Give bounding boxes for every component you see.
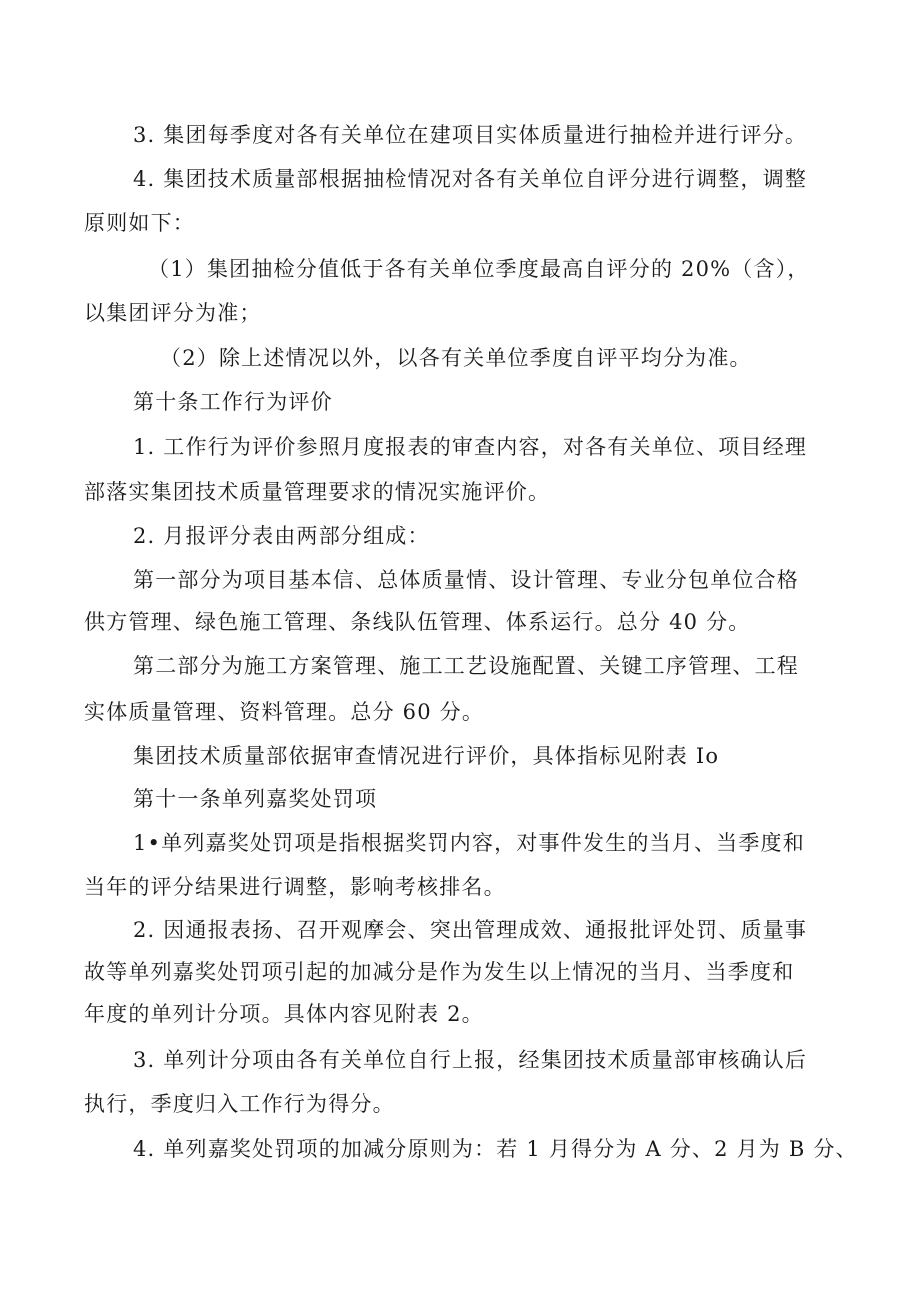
section-heading: 第十条工作行为评价 (133, 390, 333, 414)
paragraph-line: 第一部分为项目基本信、总体质量情、设计管理、专业分包单位合格 (133, 568, 799, 592)
paragraph-line: 供方管理、绿色施工管理、条线队伍管理、体系运行。总分 40 分。 (84, 610, 751, 634)
paragraph-line: 执行，季度归入工作行为得分。 (84, 1092, 395, 1116)
paragraph-line: 实体质量管理、资料管理。总分 60 分。 (84, 700, 485, 724)
paragraph-line: 故等单列嘉奖处罚项引起的加减分是作为发生以上情况的当月、当季度和 (84, 960, 795, 984)
paragraph-line: 当年的评分结果进行调整，影响考核排名。 (84, 875, 506, 899)
paragraph-line: （1）集团抽检分值低于各有关单位季度最高自评分的 20%（含）， (148, 257, 810, 281)
paragraph-line: 4. 单列嘉奖处罚项的加减分原则为：若 1 月得分为 A 分、2 月为 B 分、 (133, 1137, 858, 1161)
paragraph-line: 年度的单列计分项。具体内容见附表 2。 (84, 1002, 484, 1026)
paragraph-line: 2. 月报评分表由两部分组成： (133, 524, 430, 548)
paragraph-line: 3. 集团每季度对各有关单位在建项目实体质量进行抽检并进行评分。 (133, 123, 808, 147)
paragraph-line: 以集团评分为准； (84, 301, 262, 325)
paragraph-line: 集团技术质量部依据审查情况进行评价，具体指标见附表 Io (133, 744, 720, 768)
paragraph-line: 2. 因通报表扬、召开观摩会、突出管理成效、通报批评处罚、质量事 (133, 918, 808, 942)
paragraph-line: 4. 集团技术质量部根据抽检情况对各有关单位自评分进行调整，调整 (133, 167, 808, 191)
paragraph-line: （2）除上述情况以外，以各有关单位季度自评平均分为准。 (160, 346, 752, 370)
paragraph-line: 第二部分为施工方案管理、施工工艺设施配置、关键工序管理、工程 (133, 654, 799, 678)
paragraph-line: 原则如下： (84, 211, 195, 235)
paragraph-line: 1. 工作行为评价参照月度报表的审查内容，对各有关单位、项目经理 (133, 435, 808, 459)
paragraph-line: 部落实集团技术质量管理要求的情况实施评价。 (84, 480, 551, 504)
section-heading: 第十一条单列嘉奖处罚项 (133, 787, 378, 811)
paragraph-line: 3. 单列计分项由各有关单位自行上报，经集团技术质量部审核确认后 (133, 1048, 808, 1072)
paragraph-line: 1•单列嘉奖处罚项是指根据奖罚内容，对事件发生的当月、当季度和 (133, 831, 805, 855)
